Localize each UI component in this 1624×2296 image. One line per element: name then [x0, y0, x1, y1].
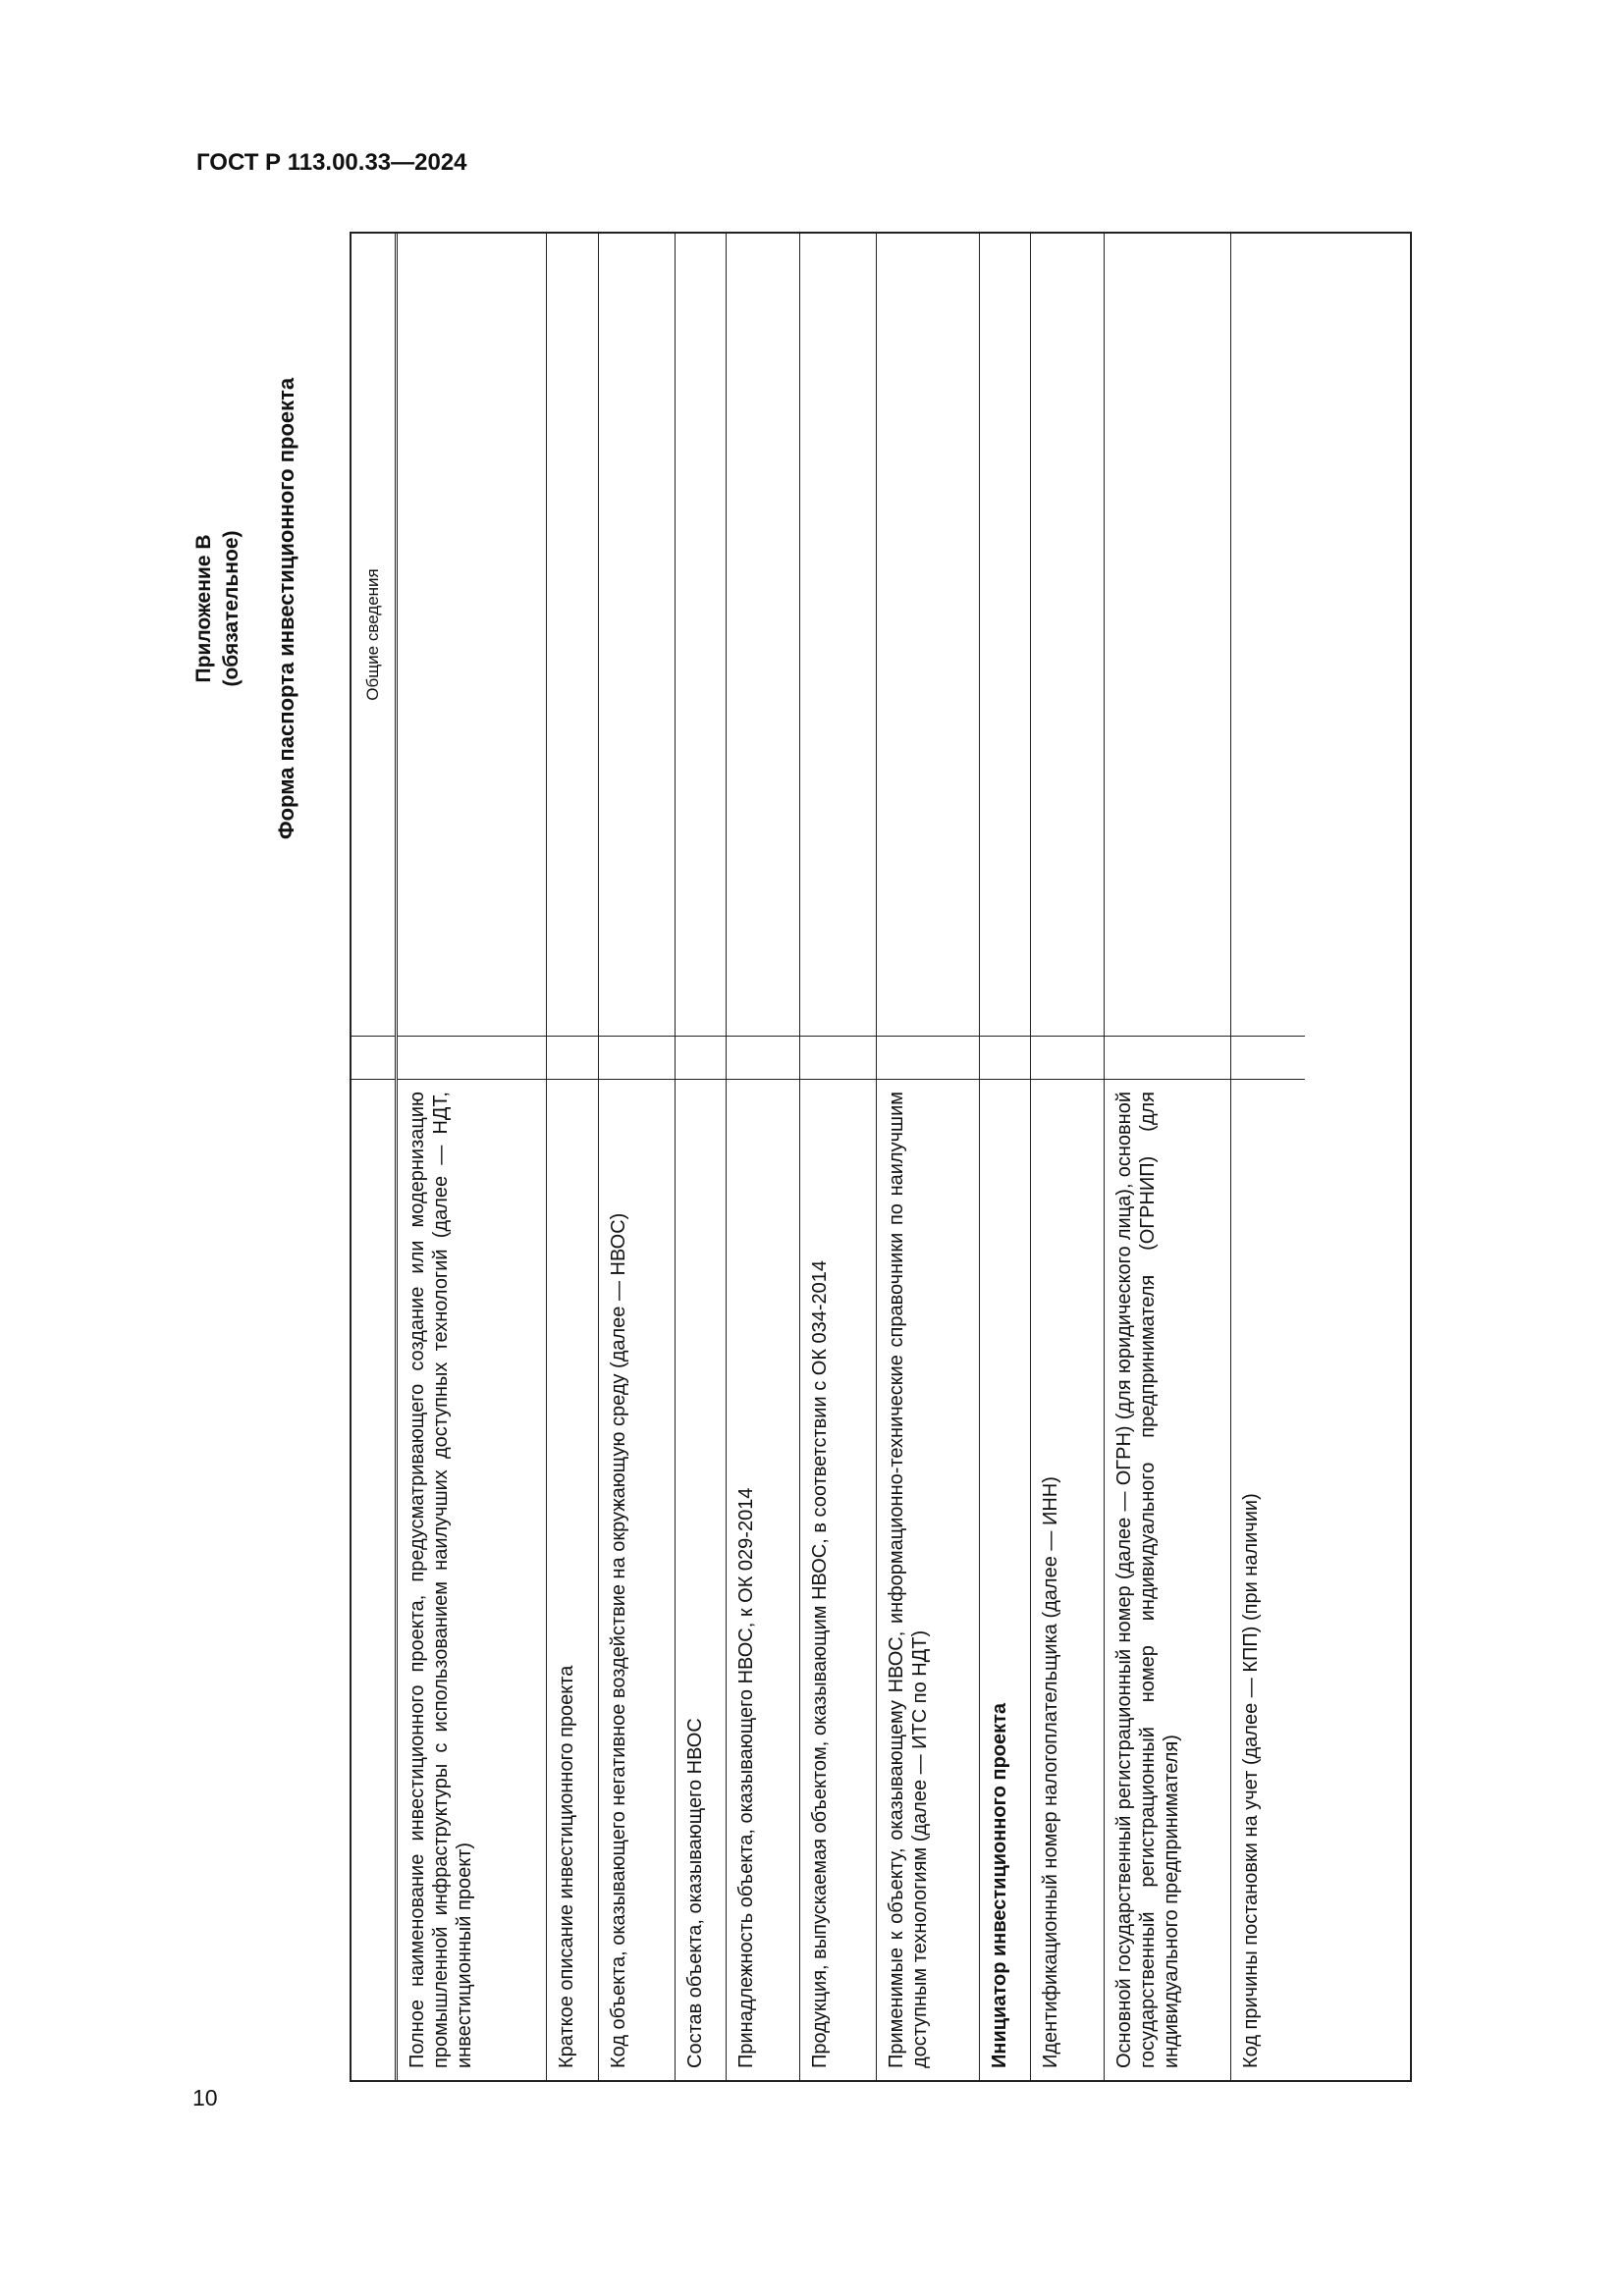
- row-label: Идентификационный номер налогоплательщика (далее — ИНН): [1031, 1079, 1104, 2080]
- passport-table: [350, 232, 1412, 2082]
- row-label: Код объекта, оказывающего негативное воздействие на окружающую среду (далее — НВОС): [599, 1079, 675, 2080]
- row-value-field[interactable]: [1105, 234, 1230, 1036]
- appendix-note: (обязательное): [220, 530, 243, 687]
- form-title: Форма паспорта инвестиционного проекта: [274, 377, 298, 840]
- row-spacer: [980, 1036, 1030, 1079]
- row-spacer: [877, 1036, 979, 1079]
- row-spacer: [1105, 1036, 1230, 1079]
- row-spacer: [1031, 1036, 1104, 1079]
- table-header-row: [352, 234, 398, 2080]
- row-value-field[interactable]: [727, 234, 799, 1036]
- section-header: Общие сведения: [363, 568, 382, 701]
- header-empty-mid: [352, 1036, 395, 1079]
- table-row: [980, 234, 1031, 2080]
- table-row: [727, 234, 800, 2080]
- row-spacer: [398, 1036, 546, 1079]
- table-row: [599, 234, 676, 2080]
- row-spacer: [599, 1036, 675, 1079]
- table-row: [1031, 234, 1105, 2080]
- row-label: Применимые к объекту, оказывающему НВОС, информационно-технические справочники по наилучшим доступным технологиям (далее — ИТС по НДТ): [877, 1079, 979, 2080]
- row-value-field[interactable]: [800, 234, 876, 1036]
- row-label: Продукция, выпускаемая объектом, оказывающим НВОС, в соответствии с ОК 034-2014: [800, 1079, 876, 2080]
- table-row: [398, 234, 547, 2080]
- appendix-title: Приложение В: [192, 534, 215, 683]
- row-value-field[interactable]: [676, 234, 726, 1036]
- row-value-field[interactable]: [599, 234, 675, 1036]
- section-label: Инициатор инвестиционного проекта: [980, 1079, 1030, 2080]
- table-row: [1105, 234, 1231, 2080]
- row-value-field[interactable]: [398, 234, 546, 1036]
- row-label: Состав объекта, оказывающего НВОС: [676, 1079, 726, 2080]
- table-row: [800, 234, 877, 2080]
- row-value-field[interactable]: [1231, 234, 1305, 1036]
- table-row: [877, 234, 980, 2080]
- row-value-field[interactable]: [980, 234, 1030, 1036]
- row-value-field[interactable]: [1031, 234, 1104, 1036]
- page-number: 10: [192, 2085, 218, 2110]
- row-spacer: [547, 1036, 598, 1079]
- titles-block: [187, 196, 344, 1021]
- document-code: ГОСТ Р 113.00.33—2024: [196, 149, 467, 176]
- table-row: [547, 234, 599, 2080]
- row-label: Краткое описание инвестиционного проекта: [547, 1079, 598, 2080]
- row-value-field[interactable]: [877, 234, 979, 1036]
- table-row: [1231, 234, 1305, 2080]
- row-spacer: [727, 1036, 799, 1079]
- row-label: Код причины постановки на учет (далее — КПП) (при наличии): [1231, 1079, 1305, 2080]
- table-row: [676, 234, 727, 2080]
- row-label: Основной государственный регистрационный номер (далее — ОГРН) (для юридического лица), основной государственный регистрационный номер индивидуального предпринимателя (ОГРНИП) (для индивидуального предпринимателя): [1105, 1079, 1230, 2080]
- header-empty-left: [352, 1079, 395, 2080]
- row-spacer: [676, 1036, 726, 1079]
- row-spacer: [1231, 1036, 1305, 1079]
- row-value-field[interactable]: [547, 234, 598, 1036]
- row-spacer: [800, 1036, 876, 1079]
- row-label: Принадлежность объекта, оказывающего НВОС, к ОК 029-2014: [727, 1079, 799, 2080]
- row-label: Полное наименование инвестиционного проекта, предусматривающего создание или модернизацию промышленной инфраструктуры с использованием наилучших доступных технологий (далее — НДТ, инвестиционный проект): [398, 1079, 546, 2080]
